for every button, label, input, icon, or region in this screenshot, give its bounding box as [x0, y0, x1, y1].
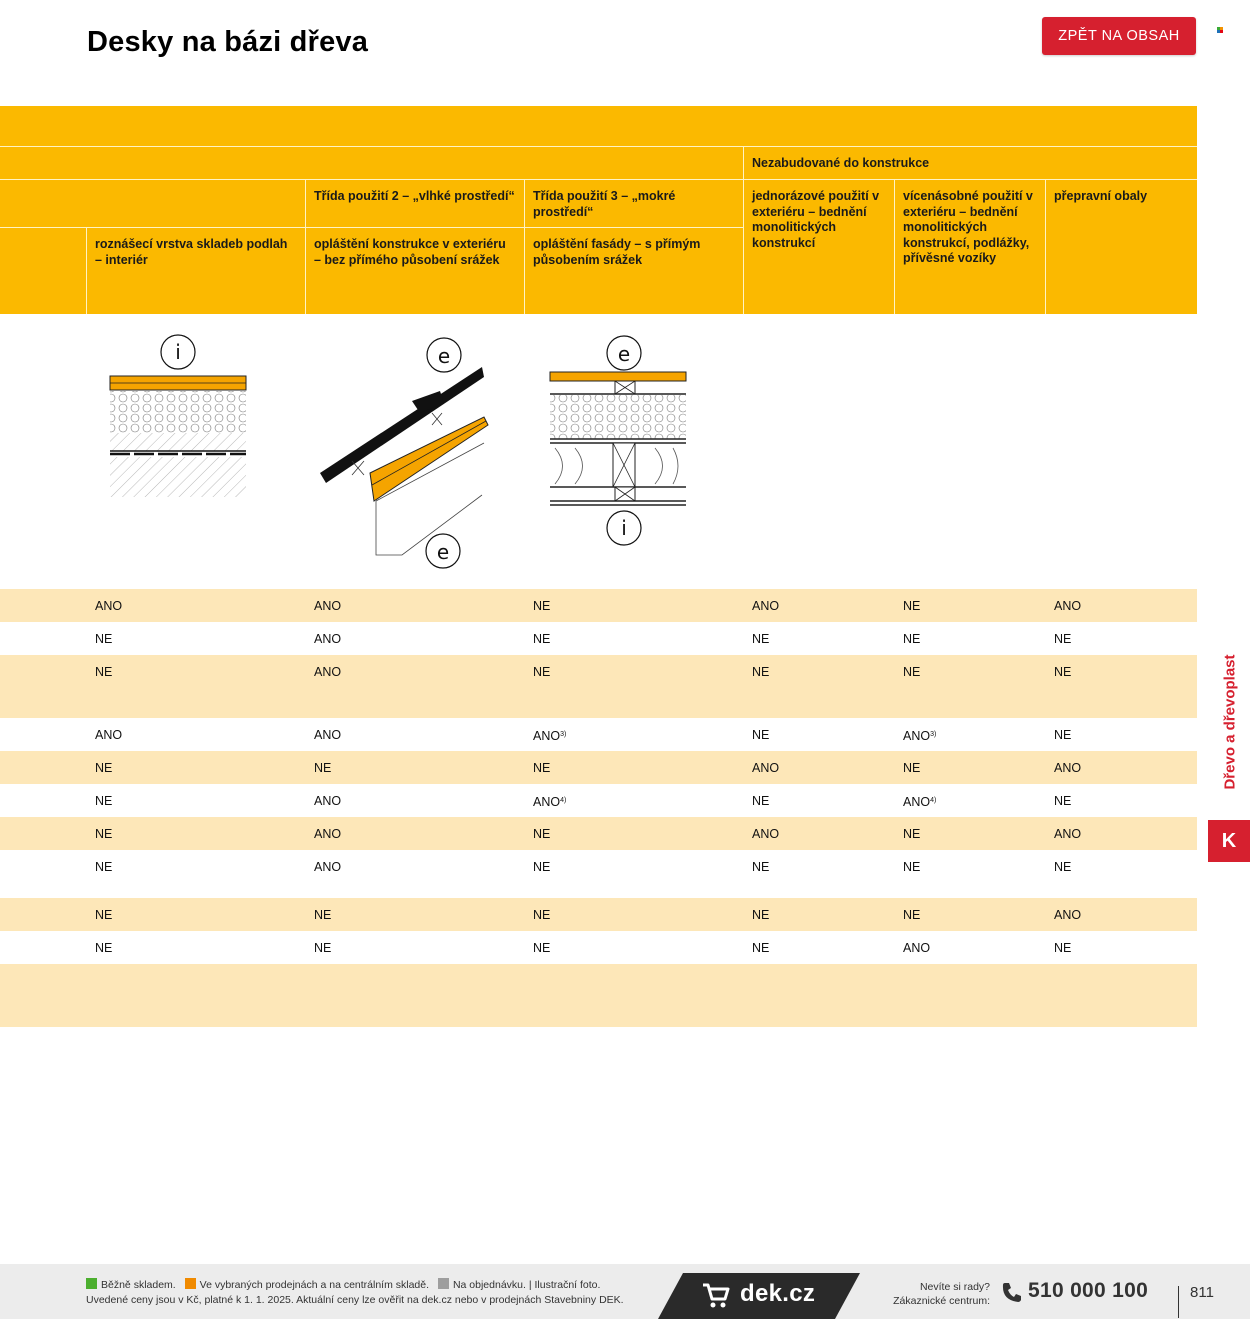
table-cell [1054, 728, 1071, 742]
cell-value: NE [752, 860, 770, 874]
cell-value: NE [95, 860, 113, 874]
legend-in-stock: Běžně skladem. [101, 1279, 176, 1291]
table-cell [533, 632, 550, 646]
customer-phone-number[interactable]: 510 000 100 [1028, 1279, 1149, 1302]
header-divider [0, 179, 743, 180]
table-cell [95, 599, 122, 613]
table-cell [533, 728, 566, 743]
cell-value: NE [903, 665, 921, 679]
table-cell [752, 860, 769, 874]
table-cell [314, 728, 341, 742]
page-number: 811 [1190, 1284, 1214, 1301]
legend-order: Na objednávku. [452, 1279, 526, 1291]
table-row [0, 718, 1197, 751]
roof-section-diagram [312, 333, 502, 573]
header-divider [524, 179, 525, 314]
table-cell [95, 728, 122, 742]
table-cell [314, 632, 341, 646]
cell-value: NE [752, 728, 770, 742]
cell-value: NE [533, 908, 551, 922]
help-text [870, 1280, 990, 1308]
footer-separator [1178, 1286, 1179, 1318]
footnote-marker: 3) [560, 731, 567, 738]
table-cell [314, 941, 331, 955]
column-header: přepravní obaly [1054, 189, 1148, 203]
table-cell [752, 827, 779, 841]
selected-swatch [185, 1278, 196, 1289]
cell-value: NE [1054, 941, 1072, 955]
table-cell [314, 761, 331, 775]
table-cell [95, 665, 112, 679]
table-cell [533, 827, 550, 841]
table-cell [1054, 599, 1081, 613]
cell-value: NE [314, 761, 332, 775]
table-cell [533, 860, 550, 874]
table-row [0, 784, 1197, 817]
floor-layer-diagram [105, 333, 255, 503]
cell-value: NE [1054, 728, 1072, 742]
help-line-1: Nevíte si rady? [919, 1281, 990, 1293]
table-row [0, 655, 1197, 718]
table-row [0, 751, 1197, 784]
column-header: opláštění fasády – s přímým působením srážek [533, 237, 701, 267]
footnote-marker: 3) [930, 731, 937, 738]
header-divider [0, 227, 743, 228]
cell-value: NE [903, 599, 921, 613]
table-cell [903, 761, 920, 775]
cell-value: ANO [314, 860, 342, 874]
cell-value: NE [752, 632, 770, 646]
table-header [0, 106, 1197, 314]
phone-icon [1001, 1281, 1023, 1303]
class2-header: Třída použití 2 – „vlhké prostředí“ [314, 189, 515, 203]
footnote-marker: 4) [560, 797, 567, 804]
legend-photo: | Ilustrační foto. [528, 1279, 601, 1291]
cell-value: ANO [314, 665, 342, 679]
color-logo-icon [1217, 27, 1225, 33]
cell-value: ANO [1054, 599, 1082, 613]
in-stock-swatch [86, 1278, 97, 1289]
table-cell [533, 761, 550, 775]
cell-value: ANO [314, 794, 342, 808]
header-divider [743, 179, 1197, 180]
table-row [0, 622, 1197, 655]
table-cell [95, 941, 112, 955]
table-cell [903, 728, 936, 743]
table-cell [752, 599, 779, 613]
interior-marker: i [621, 516, 627, 540]
legend-selected: Ve vybraných prodejnách a na centrálním skladě. [199, 1279, 430, 1291]
cell-value: ANO [903, 729, 931, 743]
table-row [0, 931, 1197, 964]
table-cell [95, 827, 112, 841]
cell-value: NE [95, 827, 113, 841]
page-title: Desky na bázi dřeva [87, 26, 369, 58]
table-cell [533, 665, 550, 679]
exterior-marker: e [617, 342, 631, 366]
table-cell [95, 794, 112, 808]
cell-value: NE [533, 599, 551, 613]
cell-value: NE [1054, 632, 1072, 646]
table-cell [1054, 665, 1071, 679]
table-cell [314, 665, 341, 679]
cell-value: ANO [314, 728, 342, 742]
cell-value: NE [903, 908, 921, 922]
table-cell [1054, 794, 1071, 808]
column-header: vícenásobné použití v exteriéru – bednění monolitických konstrukcí, podlážky, přívěsné vozíky [903, 189, 1033, 265]
cell-value: ANO [1054, 761, 1082, 775]
table-cell [1054, 941, 1071, 955]
header-divider [1045, 179, 1046, 314]
cell-value: ANO [1054, 908, 1082, 922]
cell-value: NE [95, 761, 113, 775]
cell-value: NE [752, 665, 770, 679]
cell-value: ANO [752, 827, 780, 841]
cell-value: ANO [752, 761, 780, 775]
table-cell [533, 908, 550, 922]
group-header: Nezabudované do konstrukce [752, 156, 930, 170]
order-swatch [438, 1278, 449, 1289]
table-cell [314, 794, 341, 808]
footnote-marker: 4) [930, 797, 937, 804]
cell-value: NE [1054, 860, 1072, 874]
class3-header: Třída použití 3 – „mokré prostředí“ [533, 189, 676, 219]
exterior-marker: e [436, 540, 450, 564]
table-cell [533, 941, 550, 955]
empty-table-row [0, 964, 1197, 1027]
cell-value: ANO [752, 599, 780, 613]
column-header: roznášecí vrstva skladeb podlah – interiér [95, 237, 288, 267]
table-cell [95, 632, 112, 646]
header-divider [86, 227, 87, 314]
table-cell [752, 728, 769, 742]
footer-legend [86, 1278, 600, 1291]
cell-value: ANO [314, 599, 342, 613]
table-cell [903, 632, 920, 646]
cell-value: ANO [903, 795, 931, 809]
section-tab[interactable]: K [1208, 820, 1250, 862]
cell-value: NE [95, 794, 113, 808]
cell-value: ANO [533, 795, 561, 809]
facade-section-diagram [545, 333, 690, 548]
table-cell [903, 827, 920, 841]
header-divider [305, 179, 306, 314]
brand-link[interactable]: dek.cz [740, 1280, 816, 1307]
cell-value: NE [314, 941, 332, 955]
cell-value: NE [533, 632, 551, 646]
column-header: jednorázové použití v exteriéru – bednění monolitických konstrukcí [752, 189, 880, 250]
interior-marker: i [175, 340, 181, 364]
table-cell [1054, 860, 1071, 874]
column-header: opláštění konstrukce v exteriéru – bez přímého působení srážek [314, 237, 506, 267]
cell-value: NE [903, 827, 921, 841]
table-row [0, 898, 1197, 931]
cell-value: NE [95, 665, 113, 679]
table-cell [95, 860, 112, 874]
table-cell [314, 827, 341, 841]
table-cell [903, 665, 920, 679]
cell-value: ANO [903, 941, 931, 955]
table-cell [752, 941, 769, 955]
cell-value: ANO [314, 827, 342, 841]
cell-value: ANO [95, 599, 123, 613]
table-cell [903, 908, 920, 922]
table-cell [533, 794, 566, 809]
table-cell [752, 794, 769, 808]
cell-value: NE [533, 761, 551, 775]
table-cell [903, 794, 936, 809]
cell-value: NE [95, 941, 113, 955]
table-cell [1054, 761, 1081, 775]
table-cell [903, 941, 930, 955]
cell-value: NE [752, 794, 770, 808]
table-cell [314, 908, 331, 922]
help-line-2: Zákaznické centrum: [893, 1295, 990, 1307]
table-row [0, 589, 1197, 622]
cell-value: ANO [95, 728, 123, 742]
table-cell [752, 761, 779, 775]
exterior-marker: e [437, 344, 451, 368]
cell-value: NE [903, 632, 921, 646]
table-row [0, 850, 1197, 898]
table-cell [314, 860, 341, 874]
back-to-contents-button[interactable]: ZPĚT NA OBSAH [1042, 17, 1196, 55]
section-label: Dřevo a dřevoplast [1221, 654, 1239, 790]
table-cell [95, 908, 112, 922]
cell-value: ANO [533, 729, 561, 743]
cell-value: NE [533, 665, 551, 679]
table-row [0, 817, 1197, 850]
table-cell [903, 599, 920, 613]
cell-value: NE [95, 908, 113, 922]
cell-value: NE [533, 941, 551, 955]
price-note: Uvedené ceny jsou v Kč, platné k 1. 1. 2025. Aktuální ceny lze ověřit na dek.cz nebo v prodejnách Stavebniny DEK. [86, 1294, 624, 1306]
cell-value: NE [752, 908, 770, 922]
table-cell [903, 860, 920, 874]
header-divider [0, 146, 1197, 147]
cell-value: NE [1054, 794, 1072, 808]
cell-value: NE [903, 761, 921, 775]
cell-value: ANO [1054, 827, 1082, 841]
table-cell [752, 632, 769, 646]
cell-value: NE [533, 860, 551, 874]
cell-value: NE [752, 941, 770, 955]
cell-value: NE [95, 632, 113, 646]
cell-value: NE [533, 827, 551, 841]
table-cell [752, 908, 769, 922]
table-cell [1054, 908, 1081, 922]
cell-value: ANO [314, 632, 342, 646]
cell-value: NE [314, 908, 332, 922]
table-cell [1054, 632, 1071, 646]
cart-icon [702, 1283, 730, 1309]
cell-value: NE [903, 860, 921, 874]
table-cell [752, 665, 769, 679]
header-divider [743, 146, 744, 314]
cell-value: NE [1054, 665, 1072, 679]
header-divider [894, 179, 895, 314]
table-cell [95, 761, 112, 775]
table-cell [314, 599, 341, 613]
table-cell [533, 599, 550, 613]
table-cell [1054, 827, 1081, 841]
